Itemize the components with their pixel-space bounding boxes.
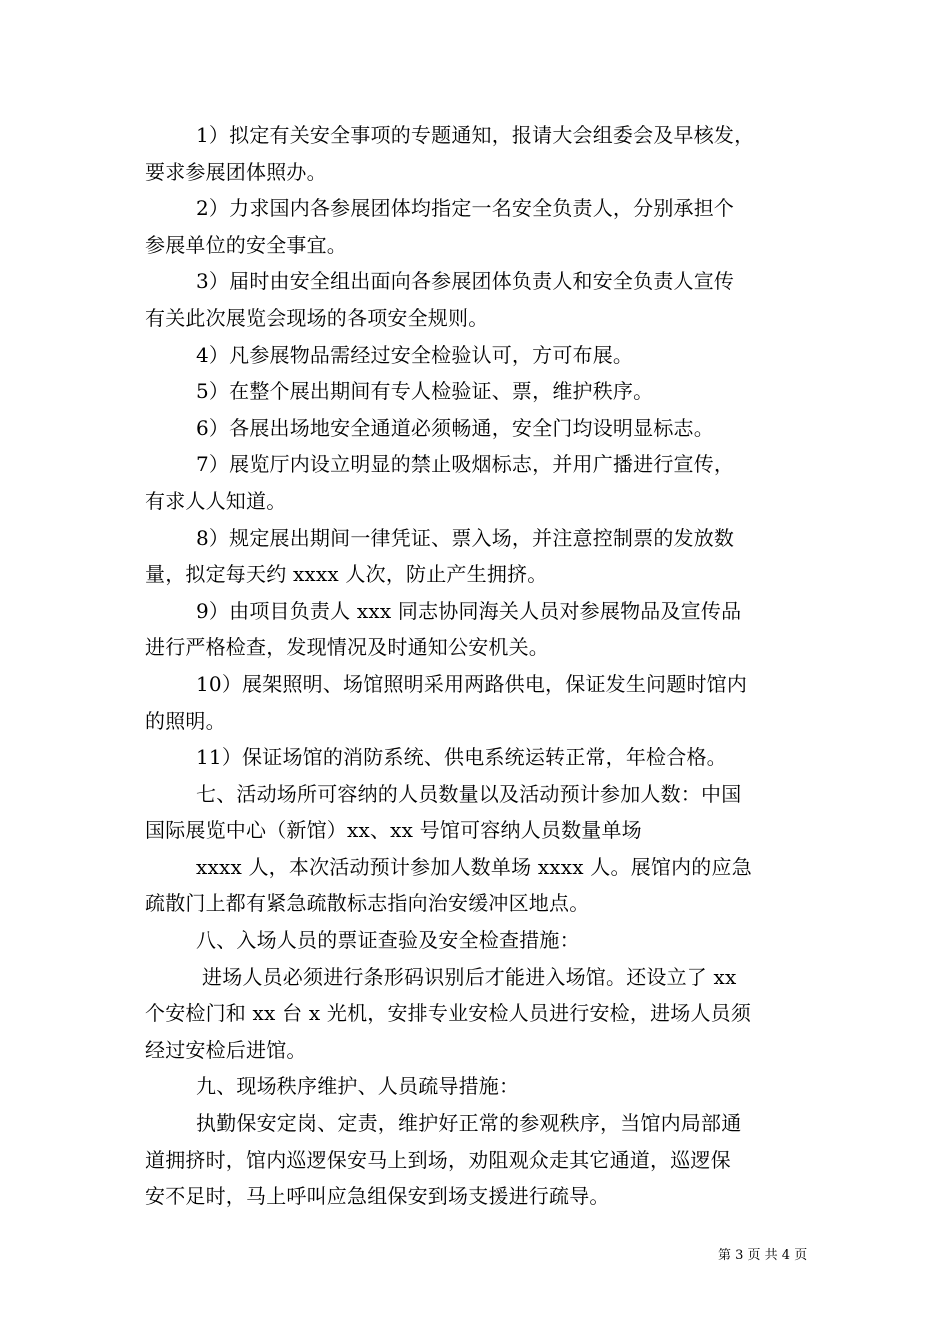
paragraph-line: 参展单位的安全事宜。 bbox=[145, 232, 347, 257]
paragraph-line: 10）展架照明、场馆照明采用两路供电，保证发生问题时馆内 bbox=[196, 671, 748, 696]
paragraph-line: 5）在整个展出期间有专人检验证、票，维护秩序。 bbox=[196, 379, 654, 404]
paragraph-line: 6）各展出场地安全通道必须畅通，安全门均设明显标志。 bbox=[196, 415, 714, 440]
paragraph-line: 要求参展团体照办。 bbox=[145, 159, 327, 184]
paragraph-line: 个安检门和 xx 台 x 光机，安排专业安检人员进行安检，进场人员须 bbox=[145, 1001, 752, 1026]
section-heading: 八、入场人员的票证查验及安全检查措施： bbox=[196, 928, 580, 953]
paragraph-line: 国际展览中心（新馆）xx、xx 号馆可容纳人员数量单场 bbox=[145, 818, 642, 843]
paragraph-line: 有求人人知道。 bbox=[145, 488, 287, 513]
paragraph-line: 3）届时由安全组出面向各参展团体负责人和安全负责人宣传 bbox=[196, 269, 735, 294]
paragraph-line: 进行严格检查，发现情况及时通知公安机关。 bbox=[145, 635, 549, 660]
paragraph-line: 执勤保安定岗、定责，维护好正常的参观秩序，当馆内局部通 bbox=[196, 1111, 742, 1136]
paragraph-line: 有关此次展览会现场的各项安全规则。 bbox=[145, 305, 489, 330]
paragraph-line: 1）拟定有关安全事项的专题通知，报请大会组委会及早核发， bbox=[196, 123, 755, 147]
body-text bbox=[145, 117, 815, 1215]
paragraph-line: 4）凡参展物品需经过安全检验认可，方可布展。 bbox=[196, 342, 634, 367]
paragraph-line: 量，拟定每天约 xxxx 人次，防止产生拥挤。 bbox=[145, 562, 548, 587]
paragraph-line: 经过安检后进馆。 bbox=[145, 1037, 307, 1062]
paragraph-line: 安不足时，马上呼叫应急组保安到场支援进行疏导。 bbox=[145, 1184, 610, 1209]
paragraph-line: 9）由项目负责人 xxx 同志协同海关人员对参展物品及宣传品 bbox=[196, 598, 742, 623]
paragraph-line: 2）力求国内各参展团体均指定一名安全负责人，分别承担个 bbox=[196, 196, 735, 221]
paragraph-line: xxxx 人，本次活动预计参加人数单场 xxxx 人。展馆内的应急 bbox=[196, 854, 752, 879]
paragraph-line: 进场人员必须进行条形码识别后才能进入场馆。还设立了 xx bbox=[202, 964, 737, 989]
paragraph-line: 的照明。 bbox=[145, 708, 226, 733]
section-heading: 九、现场秩序维护、人员疏导措施： bbox=[196, 1074, 520, 1099]
paragraph-line: 七、活动场所可容纳的人员数量以及活动预计参加人数：中国 bbox=[196, 781, 742, 806]
paragraph-line: 8）规定展出期间一律凭证、票入场，并注意控制票的发放数 bbox=[196, 525, 735, 550]
paragraph-line: 道拥挤时，馆内巡逻保安马上到场，劝阻观众走其它通道，巡逻保 bbox=[145, 1147, 731, 1172]
paragraph-line: 7）展览厅内设立明显的禁止吸烟标志，并用广播进行宣传， bbox=[196, 452, 735, 477]
paragraph-line: 疏散门上都有紧急疏散标志指向治安缓冲区地点。 bbox=[145, 891, 590, 916]
page-number: 第 3 页 共 4 页 bbox=[718, 1248, 808, 1263]
paragraph-line: 11）保证场馆的消防系统、供电系统运转正常，年检合格。 bbox=[196, 745, 727, 770]
